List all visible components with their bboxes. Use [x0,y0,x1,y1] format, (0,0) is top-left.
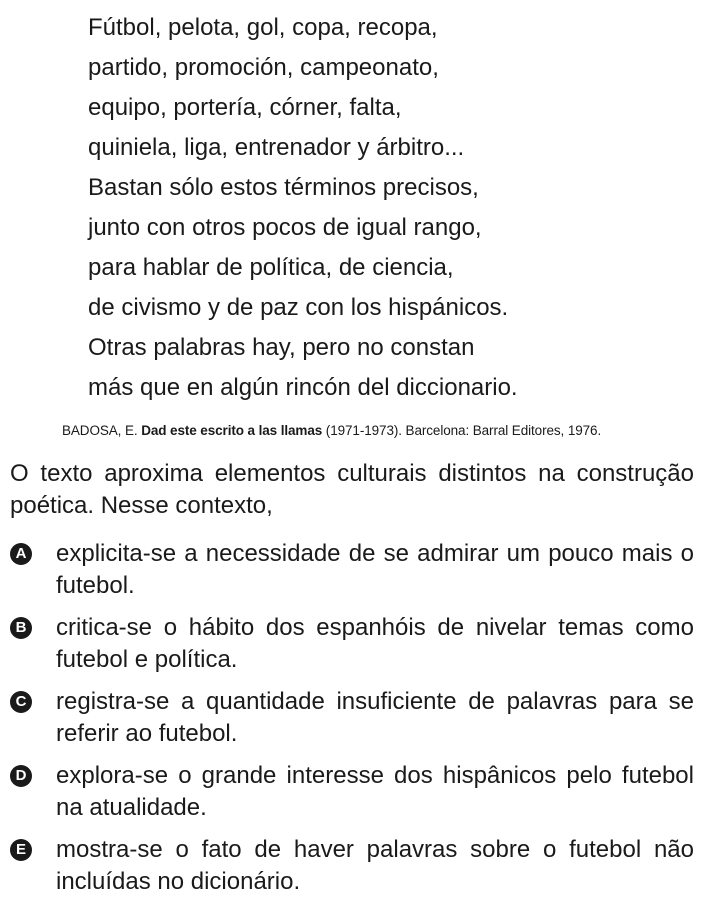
option-d[interactable] [0,758,702,832]
option-text: registra-se a quantidade insuficiente de palavras para se referir ao futebol. [56,688,694,747]
answer-options [0,536,702,906]
poem-line: de civismo y de paz con los hispánicos. [88,294,509,321]
citation-author: BADOSA, E. [62,423,138,438]
option-e[interactable] [0,832,702,906]
option-letter-badge: A [10,543,32,565]
option-letter-badge: E [10,839,32,861]
poem-line: quiniela, liga, entrenador y árbitro... [88,134,465,161]
poem-line: partido, promoción, campeonato, [88,54,439,81]
option-a[interactable] [0,536,702,610]
poem-line: Bastan sólo estos términos precisos, [88,174,479,201]
option-letter-badge: C [10,691,32,713]
poem-line: junto con otros pocos de igual rango, [88,214,482,241]
citation-title: Dad este escrito a las llamas [141,423,323,438]
option-text: mostra-se o fato de haver palavras sobre o futebol não incluídas no dicionário. [56,836,694,895]
poem [88,8,518,408]
citation-publication: (1971-1973). Barcelona: Barral Editores, 1976. [325,423,602,438]
poem-line: Otras palabras hay, pero no constan [88,334,475,361]
option-text: explora-se o grande interesse dos hispânicos pelo futebol na atualidade. [56,762,694,821]
option-text: explicita-se a necessidade de se admirar um pouco mais o futebol. [56,540,694,599]
poem-line: más que en algún rincón del diccionario. [88,374,518,401]
option-b[interactable] [0,610,702,684]
source-citation [62,420,601,442]
poem-line: Fútbol, pelota, gol, copa, recopa, [88,14,438,41]
option-c[interactable] [0,684,702,758]
option-text: critica-se o hábito dos espanhóis de nivelar temas como futebol e política. [56,614,694,673]
question-stem: O texto aproxima elementos culturais distintos na construção poética. Nesse contexto, [10,460,694,519]
poem-line: equipo, portería, córner, falta, [88,94,402,121]
option-letter-badge: D [10,765,32,787]
poem-line: para hablar de política, de ciencia, [88,254,454,281]
option-letter-badge: B [10,617,32,639]
